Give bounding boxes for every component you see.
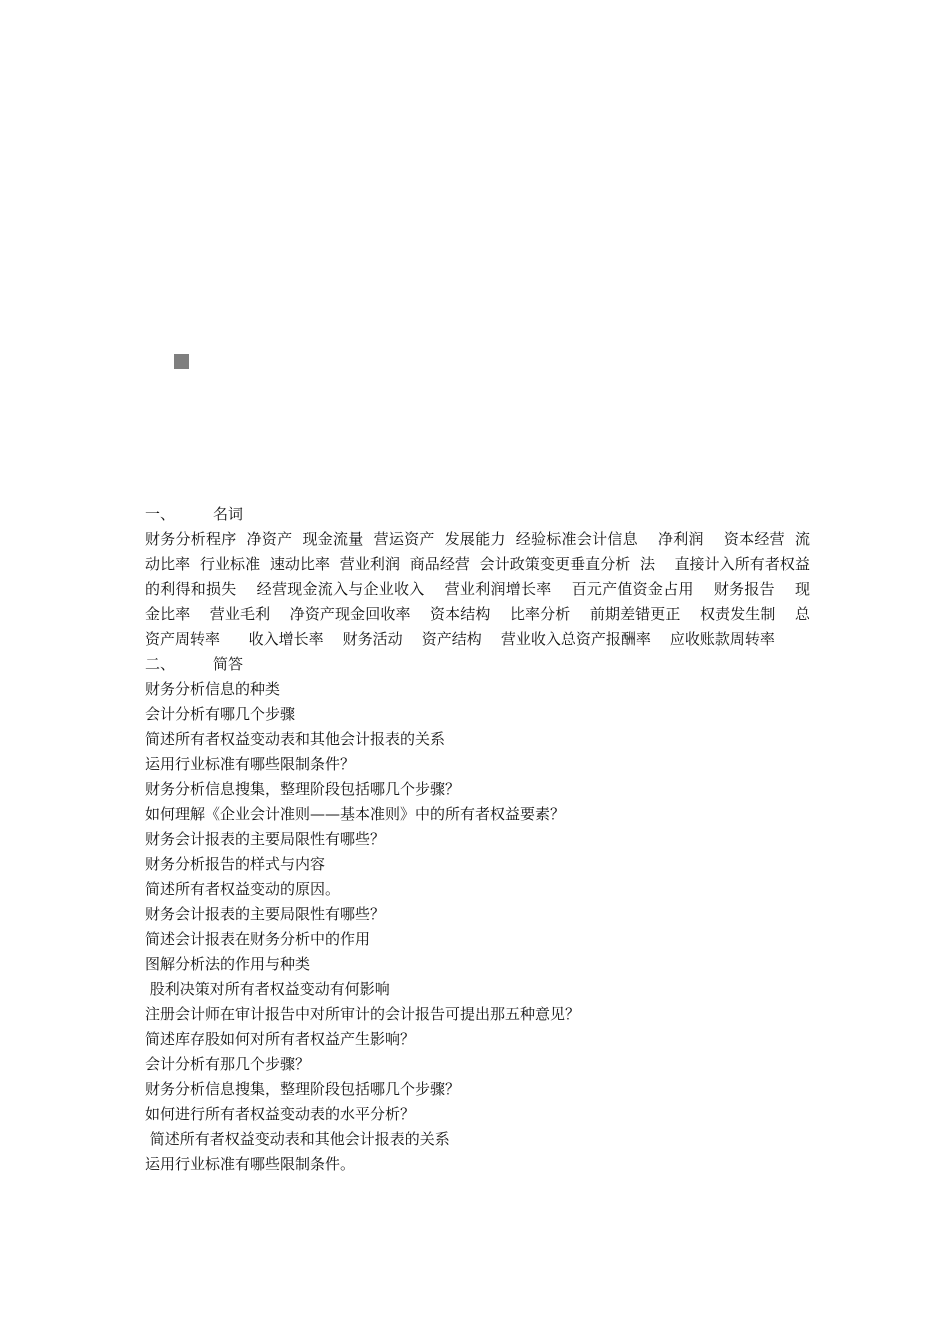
question-item: 简述所有者权益变动表和其他会计报表的关系 — [145, 730, 446, 748]
question-item: 财务分析信息搜集，整理阶段包括哪几个步骤？ — [145, 1080, 461, 1098]
question-item: 简述会计报表在财务分析中的作用 — [145, 930, 371, 948]
question-item: 财务分析报告的样式与内容 — [145, 855, 326, 873]
question-item: 简述所有者权益变动表和其他会计报表的关系 — [145, 1130, 450, 1148]
question-item: 财务分析信息搜集，整理阶段包括哪几个步骤？ — [145, 780, 461, 798]
section-title: 名词 — [213, 505, 244, 523]
question-item: 简述库存股如何对所有者权益产生影响？ — [145, 1030, 416, 1048]
question-item: 如何进行所有者权益变动表的水平分析？ — [145, 1105, 416, 1123]
section-title: 简答 — [213, 655, 244, 673]
bullet-square-icon — [174, 354, 189, 369]
question-item: 股利决策对所有者权益变动有何影响 — [145, 980, 390, 998]
question-item: 会计分析有那几个步骤？ — [145, 1055, 311, 1073]
question-item: 如何理解《企业会计准则——基本准则》中的所有者权益要素？ — [145, 805, 566, 823]
question-list — [145, 677, 810, 1177]
question-item: 会计分析有哪几个步骤 — [145, 705, 296, 723]
section-number: 二、 — [145, 655, 176, 673]
question-item: 图解分析法的作用与种类 — [145, 955, 311, 973]
terms-paragraph: 财务分析程序 净资产 现金流量 营运资产 发展能力 经验标准会计信息 净利润 资本经营 流动比率 行业标准 速动比率 营业利润 商品经营 会计政策变更垂直分析 法 直接计入所有者权益的利得和损失 经营现金流入与企业收入 营业利润增长率 百元产值资金占用 财务报告 现金比率 营业毛利 净资产现金回收率 资本结构 比率分析 前期差错更正 权责发生制 总资产周转率 收入增长率 财务活动 资产结构 营业收入总资产报酬率 应收账款周转率 — [145, 530, 810, 648]
question-item: 注册会计师在审计报告中对所审计的会计报告可提出那五种意见？ — [145, 1005, 581, 1023]
question-item: 运用行业标准有哪些限制条件？ — [145, 755, 356, 773]
question-item: 运用行业标准有哪些限制条件。 — [145, 1155, 356, 1173]
section-heading-short-answer — [145, 652, 810, 677]
document-body — [145, 502, 810, 1177]
question-item: 财务会计报表的主要局限性有哪些？ — [145, 905, 386, 923]
question-item: 财务分析信息的种类 — [145, 680, 281, 698]
section-number: 一、 — [145, 505, 176, 523]
section-heading-terms — [145, 502, 810, 527]
question-item: 财务会计报表的主要局限性有哪些？ — [145, 830, 386, 848]
question-item: 简述所有者权益变动的原因。 — [145, 880, 341, 898]
